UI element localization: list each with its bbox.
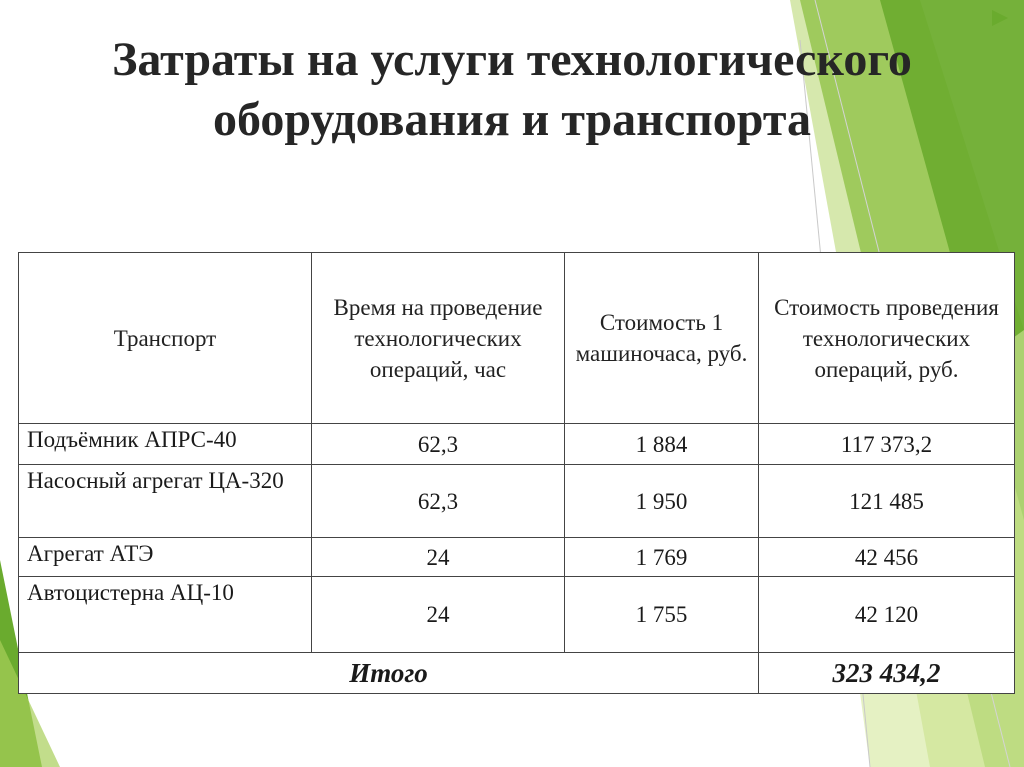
table-row (19, 465, 1015, 538)
column-header-cost: Стоимость проведения технологических операций, руб. (759, 253, 1015, 424)
cost-value: 42 120 (759, 577, 1015, 653)
slide-title-line-2: оборудования и транспорта (212, 93, 812, 146)
cost-value: 42 456 (759, 538, 1015, 577)
transport-name: Автоцистерна АЦ-10 (19, 577, 312, 653)
rate-value: 1 769 (565, 538, 759, 577)
column-header-hours: Время на проведение технологических операций, час (312, 253, 565, 424)
rate-value: 1 884 (565, 424, 759, 465)
table-header-row (19, 253, 1015, 424)
cost-value: 117 373,2 (759, 424, 1015, 465)
transport-name: Агрегат АТЭ (19, 538, 312, 577)
total-value: 323 434,2 (759, 653, 1015, 694)
cost-table (18, 252, 1015, 694)
hours-value: 24 (312, 577, 565, 653)
total-row (19, 653, 1015, 694)
hours-value: 62,3 (312, 465, 565, 538)
cost-table-container (18, 252, 1014, 694)
column-header-rate: Стоимость 1 машиночаса, руб. (565, 253, 759, 424)
cost-value: 121 485 (759, 465, 1015, 538)
table-row (19, 577, 1015, 653)
rate-value: 1 755 (565, 577, 759, 653)
slide-title (0, 30, 1024, 150)
total-label: Итого (19, 653, 759, 694)
hours-value: 62,3 (312, 424, 565, 465)
hours-value: 24 (312, 538, 565, 577)
table-row (19, 538, 1015, 577)
table-row (19, 424, 1015, 465)
slide-title-line-1: Затраты на услуги технологического (112, 33, 912, 86)
transport-name: Насосный агрегат ЦА-320 (19, 465, 312, 538)
column-header-transport: Транспорт (19, 253, 312, 424)
rate-value: 1 950 (565, 465, 759, 538)
transport-name: Подъёмник АПРС-40 (19, 424, 312, 465)
